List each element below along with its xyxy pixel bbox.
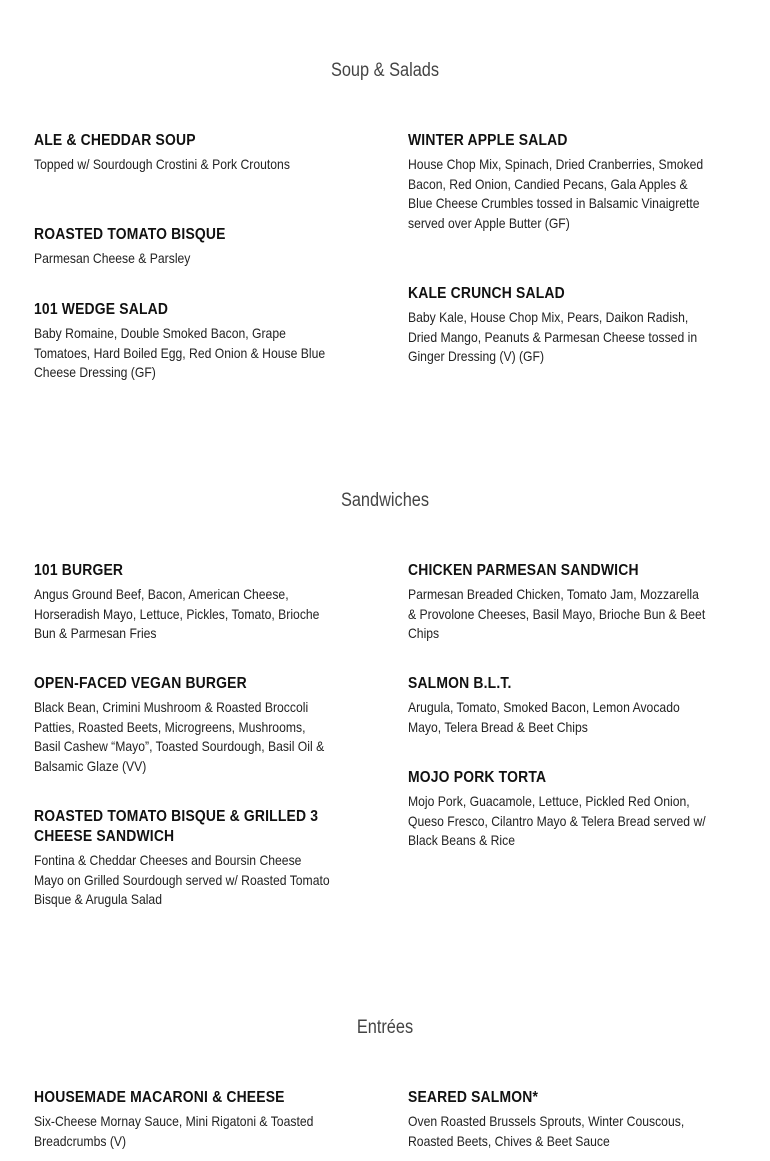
menu-item	[34, 131, 334, 175]
menu-item-name: OPEN-FACED VEGAN BURGER	[34, 675, 247, 692]
menu-item-description: Parmesan Breaded Chicken, Tomato Jam, Mozzarella & Provolone Cheeses, Basil Mayo, Brioche Bun & Beet Chips	[408, 586, 706, 641]
menu-item-name: 101 WEDGE SALAD	[34, 301, 169, 318]
menu-item-name: ALE & CHEDDAR SOUP	[34, 132, 196, 149]
menu-item-name: KALE CRUNCH SALAD	[408, 285, 565, 302]
menu-item	[408, 131, 708, 233]
section-title-soup-salads: Soup & Salads	[330, 60, 440, 81]
section-title-entrees: Entrées	[356, 1017, 414, 1038]
menu-item	[34, 225, 334, 269]
menu-item	[408, 561, 708, 644]
menu-item-description: Oven Roasted Brussels Sprouts, Winter Couscous, Roasted Beets, Chives & Beet Sauce	[408, 1113, 685, 1149]
menu-item-name: ROASTED TOMATO BISQUE & GRILLED 3 CHEESE SANDWICH	[34, 808, 319, 845]
menu-item-description: Angus Ground Beef, Bacon, American Cheese, Horseradish Mayo, Lettuce, Pickles, Tomato, Brioche Bun & Parmesan Fries	[34, 586, 320, 641]
menu-item-name: 101 BURGER	[34, 562, 124, 579]
menu-item-description: Baby Romaine, Double Smoked Bacon, Grape Tomatoes, Hard Boiled Egg, Red Onion & House Blue Cheese Dressing (GF)	[34, 325, 326, 380]
menu-item-name: WINTER APPLE SALAD	[408, 132, 568, 149]
menu-item	[408, 284, 708, 367]
menu-item	[408, 1088, 708, 1151]
menu-item-name: SALMON B.L.T.	[408, 675, 512, 692]
menu-item-description: Baby Kale, House Chop Mix, Pears, Daikon Radish, Dried Mango, Peanuts & Parmesan Cheese tossed in Ginger Dressing (V) (GF)	[408, 309, 698, 364]
menu-item-name: MOJO PORK TORTA	[408, 769, 547, 786]
menu-item-description: Fontina & Cheddar Cheeses and Boursin Cheese Mayo on Grilled Sourdough served w/ Roasted Tomato Bisque & Arugula Salad	[34, 852, 330, 907]
menu-item-name: CHICKEN PARMESAN SANDWICH	[408, 562, 639, 579]
menu-item-description: Arugula, Tomato, Smoked Bacon, Lemon Avocado Mayo, Telera Bread & Beet Chips	[408, 699, 680, 735]
menu-item-name: SEARED SALMON*	[408, 1089, 539, 1106]
menu-item-name: ROASTED TOMATO BISQUE	[34, 226, 226, 243]
menu-item	[34, 1088, 334, 1151]
menu-item-name: HOUSEMADE MACARONI & CHEESE	[34, 1089, 285, 1106]
menu-item-description: House Chop Mix, Spinach, Dried Cranberries, Smoked Bacon, Red Onion, Candied Pecans, Gala Apples & Blue Cheese Crumbles tossed in Balsamic Vinaigrette served over Apple Butter (GF)	[408, 156, 704, 231]
menu-item	[408, 674, 708, 737]
menu-item	[408, 768, 708, 851]
menu-item-description: Six-Cheese Mornay Sauce, Mini Rigatoni & Toasted Breadcrumbs (V)	[34, 1113, 314, 1149]
menu-item	[34, 300, 334, 383]
menu-item	[34, 561, 334, 644]
menu-item	[34, 674, 334, 776]
menu-item-description: Mojo Pork, Guacamole, Lettuce, Pickled Red Onion, Queso Fresco, Cilantro Mayo & Telera Bread served w/ Black Beans & Rice	[408, 793, 706, 848]
menu-item	[34, 807, 334, 910]
menu-item-description: Parmesan Cheese & Parsley	[34, 250, 191, 266]
menu-item-description: Black Bean, Crimini Mushroom & Roasted Broccoli Patties, Roasted Beets, Microgreens, Mushrooms, Basil Cashew “Mayo”, Toasted Sourdough, Basil Oil & Balsamic Glaze (VV)	[34, 699, 325, 774]
section-title-sandwiches: Sandwiches	[340, 490, 430, 511]
menu-item-description: Topped w/ Sourdough Crostini & Pork Croutons	[34, 156, 290, 172]
